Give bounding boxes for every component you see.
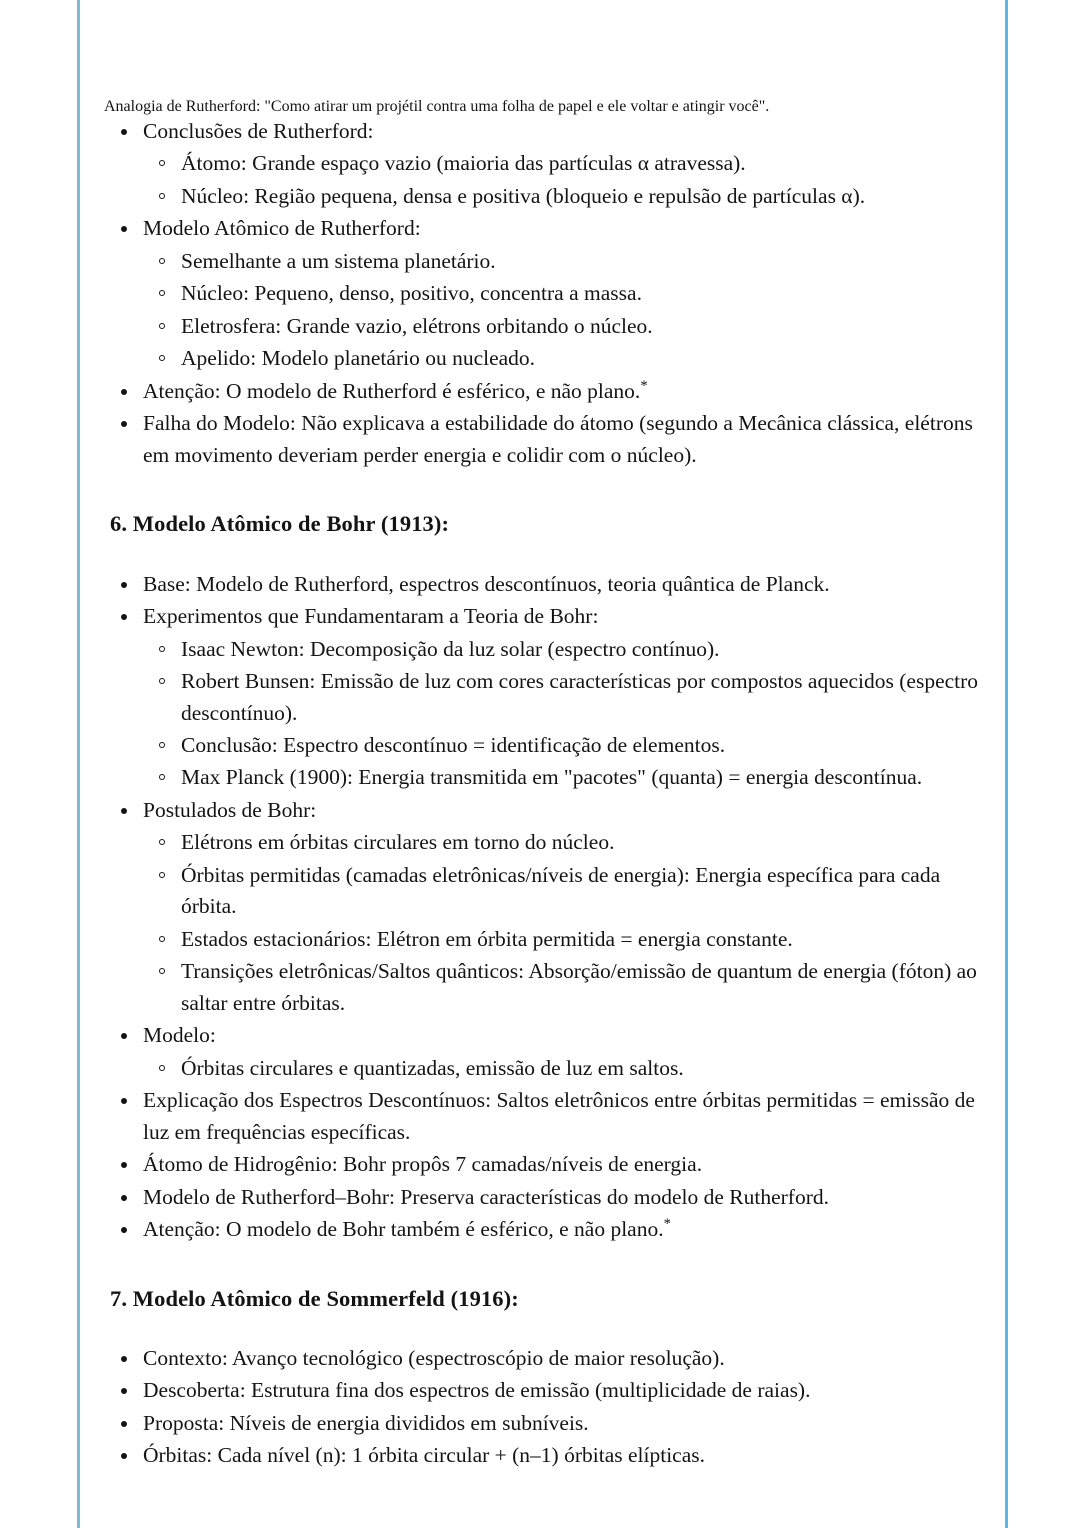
bullet-text: Descoberta: Estrutura fina dos espectros de emissão (multiplicidade de raias).	[143, 1378, 811, 1403]
bullet-text: Experimentos que Fundamentaram a Teoria de Bohr:	[143, 604, 599, 629]
bullet-item-conclusoes-de-rutherford	[104, 116, 990, 212]
sub-bullet-list	[143, 634, 990, 794]
bullet-item-atomo-de-hidrogenio-bohr	[104, 1149, 990, 1180]
bullet-text: Conclusão: Espectro descontínuo = identificação de elementos.	[181, 733, 726, 757]
bullet-item-orbitas-permitidas-camadas-eletronicas	[143, 860, 990, 923]
bullet-text: Átomo: Grande espaço vazio (maioria das partículas α atravessa).	[181, 151, 746, 176]
bullet-text: Eletrosfera: Grande vazio, elétrons orbitando o núcleo.	[181, 313, 653, 338]
bullet-text: Órbitas permitidas (camadas eletrônicas/níveis de energia): Energia específica para cada órbita.	[181, 862, 941, 919]
bullet-text: Modelo de Rutherford–Bohr: Preserva características do modelo de Rutherford.	[143, 1184, 829, 1209]
bullet-item-apelido-modelo-planetario-ou	[143, 343, 990, 374]
sub-bullet-list	[143, 148, 990, 212]
bullet-text: Explicação dos Espectros Descontínuos: Saltos eletrônicos entre órbitas permitidas = emissão de luz em frequências específicas.	[143, 1088, 975, 1144]
bullet-item-nucleo-pequeno-denso-positivo	[143, 278, 990, 309]
bullet-text: Contexto: Avanço tecnológico (espectroscópio de maior resolução).	[143, 1346, 725, 1370]
bullet-text: Átomo de Hidrogênio: Bohr propôs 7 camadas/níveis de energia.	[143, 1152, 703, 1177]
document-content	[104, 0, 990, 1473]
bullet-item-contexto-avanco-tecnologico-espectroscopio	[104, 1343, 990, 1374]
bullet-text: Max Planck (1900): Energia transmitida em "pacotes" (quanta) = energia descontínua.	[181, 765, 923, 790]
bullet-text: Estados estacionários: Elétron em órbita permitida = energia constante.	[181, 926, 793, 951]
bullet-text: Núcleo: Região pequena, densa e positiva (bloqueio e repulsão de partículas α).	[181, 183, 866, 208]
bullet-text: Analogia de Rutherford: "Como atirar um projétil contra uma folha de papel e ele voltar e atingir você".	[104, 98, 770, 115]
bullet-item-descoberta-estrutura-fina-dos	[104, 1375, 990, 1406]
sub-bullet-list	[143, 1053, 990, 1084]
bullet-text: Transições eletrônicas/Saltos quânticos: Absorção/emissão de quantum de energia (fóton) ao saltar entre órbitas.	[181, 959, 977, 1015]
bullet-text: Postulados de Bohr:	[143, 797, 317, 822]
bullet-text: Falha do Modelo: Não explicava a estabilidade do átomo (segundo a Mecânica clássica, elétrons em movimento deveriam perder energia e colidir com o núcleo).	[143, 411, 973, 467]
bullet-list	[104, 569, 990, 1246]
bullet-item-semelhante-a-um-sistema	[143, 246, 990, 277]
bullet-list	[104, 1343, 990, 1472]
bullet-item-proposta-niveis-de-energia	[104, 1408, 990, 1439]
bullet-text: Proposta: Níveis de energia divididos em subníveis.	[143, 1410, 589, 1435]
bullet-text: Modelo Atômico de Rutherford:	[143, 216, 421, 241]
bullet-text: Semelhante a um sistema planetário.	[181, 248, 496, 273]
bullet-item-max-planck-1900-energia	[143, 762, 990, 793]
left-accent-rule	[77, 0, 80, 1528]
bullet-text: Apelido: Modelo planetário ou nucleado.	[181, 346, 536, 371]
bullet-text: Elétrons em órbitas circulares em torno do núcleo.	[181, 830, 615, 855]
bullet-text: Base: Modelo de Rutherford, espectros descontínuos, teoria quântica de Planck.	[143, 571, 830, 596]
bullet-item-robert-bunsen-emissao-de	[143, 666, 990, 729]
bullet-text: Conclusões de Rutherford:	[143, 119, 374, 143]
footnote-asterisk: *	[663, 1216, 671, 1233]
bullet-text: Núcleo: Pequeno, denso, positivo, concentra a massa.	[181, 281, 642, 306]
bullet-item-explicacao-dos-espectros-descontinuos	[104, 1085, 990, 1148]
bullet-item-modelo-de-rutherford-bohr	[104, 1182, 990, 1213]
section-heading-7-modelo-atomico-de: 7. Modelo Atômico de Sommerfeld (1916):	[110, 1285, 519, 1311]
bullet-item-conclusao-espectro-descontinuo-identificacao	[143, 730, 990, 761]
bullet-item-postulados-de-bohr	[104, 795, 990, 1019]
document-body	[104, 98, 990, 1472]
sub-bullet-list	[143, 827, 990, 1019]
bullet-item-atencao-o-modelo-de	[104, 376, 990, 407]
bullet-item-isaac-newton-decomposicao-da	[143, 634, 990, 665]
section-heading-6-modelo-atomico-de: 6. Modelo Atômico de Bohr (1913):	[110, 511, 450, 537]
bullet-list	[104, 98, 990, 471]
bullet-item-orbitas-circulares-e-quantizadas	[143, 1053, 990, 1084]
right-accent-rule	[1005, 0, 1008, 1528]
bullet-item-nucleo-regiao-pequena-densa	[143, 181, 990, 212]
bullet-item-base-modelo-de-rutherford	[104, 569, 990, 600]
bullet-text: Órbitas circulares e quantizadas, emissão de luz em saltos.	[181, 1055, 684, 1080]
bullet-text: Robert Bunsen: Emissão de luz com cores características por compostos aquecidos (espectro descontínuo).	[181, 669, 979, 725]
bullet-item-transicoes-eletronicas-saltos-quanticos	[143, 956, 990, 1019]
bullet-text: Atenção: O modelo de Bohr também é esférico, e não plano.	[143, 1217, 664, 1242]
sub-bullet-list	[143, 246, 990, 375]
bullet-item-analogia-de-rutherford-como	[104, 98, 990, 116]
bullet-text: Órbitas: Cada nível (n): 1 órbita circular + (n–1) órbitas elípticas.	[143, 1443, 705, 1468]
bullet-item-experimentos-que-fundamentaram-a	[104, 601, 990, 794]
footnote-asterisk: *	[640, 377, 648, 394]
bullet-item-eletrosfera-grande-vazio-eletrons	[143, 311, 990, 342]
bullet-item-falha-do-modelo-nao	[104, 408, 990, 471]
bullet-item-atomo-grande-espaco-vazio	[143, 148, 990, 179]
bullet-item-modelo	[104, 1020, 990, 1084]
bullet-text: Modelo:	[143, 1023, 216, 1048]
bullet-item-estados-estacionarios-eletron-em	[143, 924, 990, 955]
bullet-item-modelo-atomico-de-rutherford	[104, 213, 990, 374]
bullet-item-eletrons-em-orbitas-circulares	[143, 827, 990, 858]
bullet-text: Isaac Newton: Decomposição da luz solar (espectro contínuo).	[181, 636, 720, 661]
bullet-item-atencao-o-modelo-de	[104, 1214, 990, 1245]
bullet-text: Atenção: O modelo de Rutherford é esférico, e não plano.	[143, 378, 641, 403]
bullet-item-orbitas-cada-nivel-n	[104, 1440, 990, 1471]
